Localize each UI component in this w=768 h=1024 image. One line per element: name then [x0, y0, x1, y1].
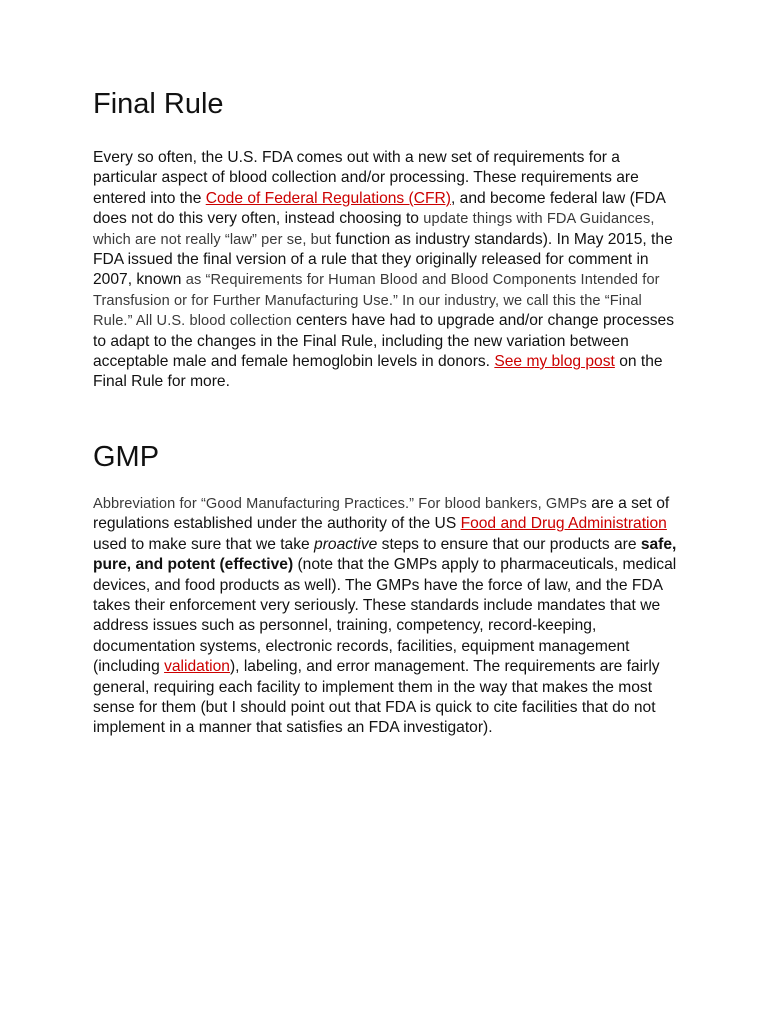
strong-safe-pure-potent: safe, pure, and potent (effective): [93, 535, 677, 574]
text-segment: centers have had to upgrade and/or change processes to adapt to the changes in the Final Rule, including the new variation between acceptable male and female hemoglobin levels in donors.: [93, 312, 675, 371]
link-code-of-federal-regulations[interactable]: Code of Federal Regulations (CFR): [205, 189, 451, 207]
heading-final-rule: Final Rule: [93, 88, 224, 120]
link-food-and-drug-administration[interactable]: Food and Drug Administration: [460, 515, 667, 533]
text-segment: are a set of regulations established under the authority of the US: [93, 495, 670, 533]
text-segment: , and become federal law (FDA does not do this very often, instead choosing to: [93, 189, 666, 228]
emphasis-proactive: proactive: [314, 535, 378, 553]
text-segment-light: as “Requirements for Human Blood and Blood Components Intended for Transfusion or for Further Manufacturing Use.” In our industry, we call this the “Final Rule.” All U.S. blood collection: [93, 272, 660, 330]
text-segment: used to make sure that we take: [93, 535, 315, 553]
text-segment: on the Final Rule for more.: [93, 353, 663, 391]
heading-gmp: GMP: [93, 441, 160, 473]
link-blog-post[interactable]: See my blog post: [494, 353, 615, 371]
text-segment: function as industry standards). In May 2015, the FDA issued the final version of a rule that they originally released for comment in 2007, known: [93, 230, 673, 289]
text-segment: steps to ensure that our products are: [377, 535, 641, 553]
paragraph-final-rule: [93, 148, 683, 393]
text-segment-light: Abbreviation for “Good Manufacturing Practices.” For blood bankers, GMPs: [93, 496, 587, 512]
paragraph-gmp: [93, 494, 683, 739]
text-segment: Every so often, the U.S. FDA comes out with a new set of requirements for a particular aspect of blood collection and/or processing. These requirements are entered into the: [93, 149, 639, 207]
text-segment: ), labeling, and error management. The requirements are fairly general, requiring each facility to implement them in the way that makes the most sense for them (but I should point out that FDA is quick to cite facilities that do not implement in a manner that satisfies an FDA investigator).: [93, 658, 660, 737]
text-segment-light: update things with FDA Guidances, which are not really “law” per se, but: [93, 211, 655, 248]
link-validation[interactable]: validation: [164, 658, 230, 676]
text-segment: (note that the GMPs apply to pharmaceuticals, medical devices, and food products as well). The GMPs have the force of law, and the FDA takes their enforcement very seriously. These standards include mandates that we address issues such as personnel, training, competency, record-keeping, documentation systems, electronic records, facilities, equipment management (including: [93, 556, 677, 676]
